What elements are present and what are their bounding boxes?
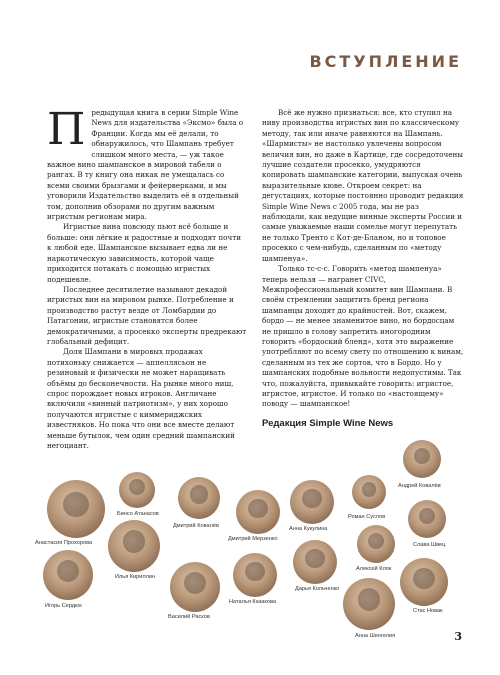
portrait-photo: [233, 553, 277, 597]
member-name: Илья Кириллин: [115, 574, 156, 580]
member-name: Бинсо Атанасов: [117, 511, 159, 517]
paragraph-text: редыдущая книга в серии Simple Wine News для издательства «Эксмо» была о Франции. Когда мы её делали, то обнаружилось, что Шампань требует слишком много места, — уж такое важное вино шампанское в мировой табели о рангах. В ту книгу она никак не умещалась со всеми своими брызгами и фейерверками, и мы уговорили Издательство выделить её в отдельный том, дополнив обзорами по другим важным игристым регионам мира.: [47, 108, 244, 222]
paragraph: Игристые вина повсюду пьют всё больше и больше: они лёгкие и радостные и подходят почти к любой еде. Шампанское вызывает едва ли не наркотическую зависимость, которой чаще приходится потакать с помощью игристых подешевле.: [47, 222, 241, 284]
portrait-photo: [236, 490, 280, 534]
member-name: Анастасия Прохорова: [35, 540, 93, 546]
member-name: Анна Шенгелия: [355, 633, 396, 639]
team-title: Редакция Simple Wine News: [262, 418, 394, 429]
section-title: ВСТУПЛЕНИЕ: [309, 52, 462, 71]
portrait-photo: [47, 480, 105, 538]
paragraph: Доля Шампани в мировых продажах потихоньку снижается — аппеллясьон не резиновый и физически не может наращивать объёмы до бесконечности. На рынке много ниш, спрос порождает новых игроков. Англичане включили «винный патриотизм», у них хорошо получаются игристые с киммериджских известняков. Но пока что они все вместе делают меньше бутылок, чем один средний шампанский негоциант.: [47, 347, 235, 450]
portrait-photo: [352, 475, 386, 509]
paragraph: Только тс-с-с. Говорить «метод шампенуа» теперь нельзя — награнет CIVC, Межпрофессиональный комитет вин Шампани. В своём стремлении защитить бренд региона шампанцы доходят до крайностей. Вот, скажем, бордо — не менее знаменитое вино, но бордосцам не пришло в голову запретить иногородним говорить «бордоский бленд», хотя это выражение употребляют по всему свету по отношению к винам, сделанным из тех же сортов, что в Бордо. Но у шампанских подобные вольности недопустимы. Так что, пожалуйста, привыкайте говорить: игристое, игристое, игристое. И только по «настоящему» поводу — шампанское!: [262, 264, 464, 409]
member-name: Слава Швец: [413, 542, 446, 548]
member-name: Роман Суслов: [348, 514, 386, 520]
member-name: Стас Новак: [413, 608, 443, 614]
member-name: Алексей Клок: [356, 566, 392, 572]
right-column: [262, 108, 464, 410]
portrait-photo: [170, 562, 220, 612]
paragraph: Всё же нужно признаться: все, кто ступил на ниву производства игристых вин по классическому методу, так или иначе равняются на Шампань. «Шармисты» не настолько увлечены вопросом величия вин, но даже в Картице, где сосредоточены лучшие создатели просекко, умудряются копировать шампанские категории, выпуская очень выразительные кюве. Откроем секрет: на дегустациях, которые постоянно проводит редакция Simple Wine News с 2005 года, мы не раз наблюдали, как ведущие винные эксперты России и самые уважаемые наши сомелье могут перепутать не только Тренто с Кот-де-Бланом, но и топовое просекко с чем-нибудь, сделанным по «методу шампенуа».: [262, 108, 464, 263]
member-name: Дмитрий Мерзенко: [228, 536, 278, 542]
portrait-photo: [357, 525, 395, 563]
drop-cap: П: [47, 104, 86, 155]
portrait-photo: [408, 500, 446, 538]
paragraph: Последнее десятилетие называют декадой игристых вин на мировом рынке. Потребление и производство растут везде от Ломбардии до Патагонии, игристые становятся более демократичными, а просекко эксперты предрекают глобальный дефицит.: [47, 284, 247, 346]
member-name: Дарья Кольченко: [295, 586, 340, 592]
page-number: 3: [454, 630, 462, 643]
portrait-photo: [290, 480, 334, 524]
portrait-photo: [178, 477, 220, 519]
portrait-photo: [293, 540, 337, 584]
left-column: [47, 104, 247, 451]
member-name: Анна Кукулина: [289, 526, 328, 532]
portrait-photo: [119, 472, 155, 508]
member-name: Наталья Казакова: [229, 599, 277, 605]
member-name: Андрей Ковалёв: [398, 483, 441, 489]
portrait-photo: [400, 558, 448, 606]
portrait-photo: [343, 578, 395, 630]
portrait-photo: [108, 520, 160, 572]
intro-paragraph: [47, 104, 247, 222]
member-name: Василий Расков: [168, 614, 210, 620]
member-name: Дмитрий Ковалёв: [173, 523, 219, 529]
portrait-photo: [43, 550, 93, 600]
portrait-photo: [403, 440, 441, 478]
member-name: Игорь Сердюк: [45, 603, 82, 609]
